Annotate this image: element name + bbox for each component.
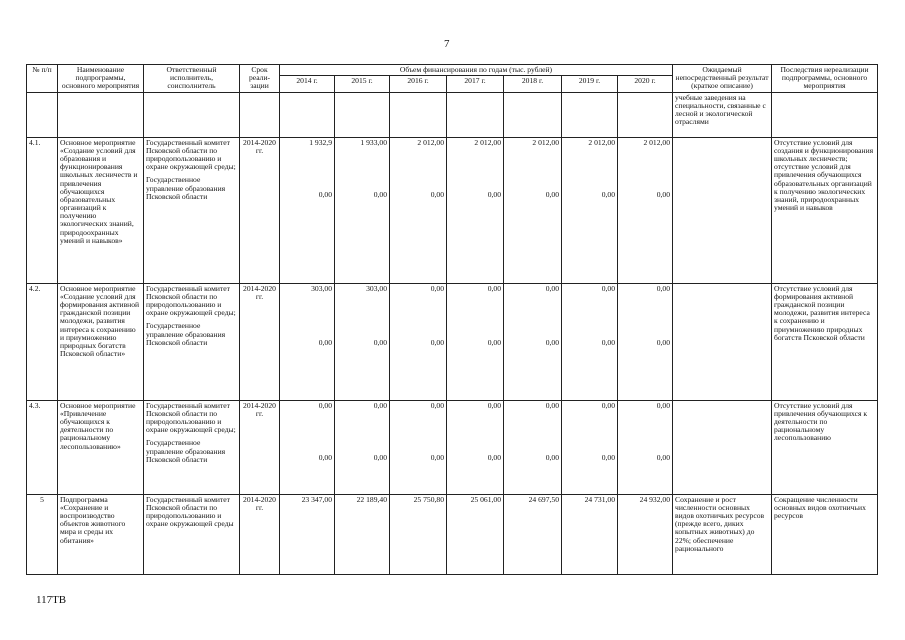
row-name: Подпрограмма «Сохранение и воспроизводство объектов животного мира и среды их обитания» [58, 494, 144, 574]
row-expected [673, 283, 772, 400]
header-consequences: Последствия нереализации подпрограммы, основного мероприятия [772, 65, 878, 93]
row-responsible [144, 283, 240, 400]
header-name: Наименование подпрограммы, основного мероприятия [58, 65, 144, 93]
row-term: 2014-2020 гг. [240, 137, 280, 283]
responsible-1: Государственный комитет Псковской области по природопользованию и охране окружающей среды; [146, 283, 236, 318]
row-expected: Сохранение и рост численности основных видов охотничьих ресурсов (прежде всего, диких копытных животных) до 22%; обеспечение рационального [673, 494, 772, 574]
value-cell: 25 061,00 [447, 494, 504, 574]
value-cell: 303,00 0,00 [335, 283, 390, 400]
value-cell: 24 697,50 [504, 494, 562, 574]
row-term: 2014-2020 гг. [240, 400, 280, 494]
funding-table [26, 64, 878, 575]
value-cell: 2 012,00 0,00 [618, 137, 673, 283]
row-num: 4.2. [27, 283, 58, 400]
value-cell: 0,00 0,00 [335, 400, 390, 494]
row-expected [673, 400, 772, 494]
header-year: 2015 г. [335, 76, 390, 92]
row-name: Основное мероприятие «Создание условий для формирования активной гражданской позиции молодежи, развития интереса к сохранению и приумножению природных богатств Псковской области» [58, 283, 144, 400]
value-cell: 303,00 0,00 [280, 283, 335, 400]
value-cell: 0,00 0,00 [447, 283, 504, 400]
header-year: 2017 г. [447, 76, 504, 92]
table-row [27, 494, 878, 574]
header-responsible: Ответственный исполнитель, соисполнитель [144, 65, 240, 93]
value-cell: 0,00 0,00 [504, 283, 562, 400]
value-cell: 2 012,00 0,00 [562, 137, 618, 283]
value-cell: 0,00 0,00 [562, 400, 618, 494]
value-cell: 24 731,00 [562, 494, 618, 574]
row-term: 2014-2020 гг. [240, 494, 280, 574]
row-consequences: Отсутствие условий для формирования активной гражданской позиции молодежи, развития интереса к сохранению и приумножению природных богатств Псковской области [772, 283, 878, 400]
value-cell: 1 933,00 0,00 [335, 137, 390, 283]
header-year: 2019 г. [562, 76, 618, 92]
row-name: Основное мероприятие «Создание условий для образования и функционирования школьных лесничеств и привлечения обучающихся образовательных организаций к получению экологических знаний, природоохранных умений и навыков» [58, 137, 144, 283]
value-cell: 0,00 0,00 [504, 400, 562, 494]
header-row [27, 65, 878, 76]
value-cell: 22 189,40 [335, 494, 390, 574]
value-cell: 25 750,80 [390, 494, 447, 574]
header-funding: Объем финансирования по годам (тыс. рублей) [280, 65, 673, 76]
header-year: 2018 г. [504, 76, 562, 92]
row-num: 4.3. [27, 400, 58, 494]
value-cell: 24 932,00 [618, 494, 673, 574]
value-cell: 1 932,9 0,00 [280, 137, 335, 283]
value-cell: 0,00 0,00 [390, 283, 447, 400]
table-row [27, 137, 878, 283]
continuation-row [27, 92, 878, 137]
row-consequences: Отсутствие условий для привлечения обучающихся к деятельности по рациональному лесопользованию [772, 400, 878, 494]
row-responsible [144, 137, 240, 283]
row-responsible [144, 400, 240, 494]
row-num: 4.1. [27, 137, 58, 283]
responsible-1: Государственный комитет Псковской области по природопользованию и охране окружающей среды; [146, 400, 236, 435]
row-term: 2014-2020 гг. [240, 283, 280, 400]
row-name: Основное мероприятие «Привлечение обучающихся к деятельности по рациональному лесопользованию» [58, 400, 144, 494]
responsible-2: Государственное управление образования Псковской области [146, 321, 226, 347]
value-cell: 0,00 0,00 [447, 400, 504, 494]
table-row [27, 283, 878, 400]
header-num: № п/п [27, 65, 58, 93]
header-expected: Ожидаемый непосредственный результат (краткое описание) [673, 65, 772, 93]
value-cell: 2 012,00 0,00 [504, 137, 562, 283]
value-cell: 0,00 0,00 [390, 400, 447, 494]
table-row [27, 400, 878, 494]
value-cell: 0,00 0,00 [618, 400, 673, 494]
header-year: 2020 г. [618, 76, 673, 92]
value-cell: 0,00 0,00 [562, 283, 618, 400]
continuation-expected: учебные заведения на специальности, связанные с лесной и экологической отраслями [673, 92, 772, 137]
value-cell: 0,00 0,00 [618, 283, 673, 400]
value-cell: 23 347,00 [280, 494, 335, 574]
header-year: 2014 г. [280, 76, 335, 92]
responsible-1: Государственный комитет Псковской области по природопользованию и охране окружающей среды [146, 494, 234, 529]
row-num: 5 [27, 494, 58, 574]
responsible-1: Государственный комитет Псковской области по природопользованию и охране окружающей среды; [146, 137, 236, 172]
value-cell: 0,00 0,00 [280, 400, 335, 494]
value-cell: 2 012,00 0,00 [390, 137, 447, 283]
responsible-2: Государственное управление образования Псковской области [146, 175, 226, 201]
row-responsible [144, 494, 240, 574]
responsible-2: Государственное управление образования Псковской области [146, 438, 226, 464]
footer-code: 117TB [36, 594, 67, 606]
page-number: 7 [444, 38, 450, 50]
header-year: 2016 г. [390, 76, 447, 92]
value-cell: 2 012,00 0,00 [447, 137, 504, 283]
header-term: Срок реали-зации [240, 65, 280, 93]
row-expected [673, 137, 772, 283]
row-consequences: Отсутствие условий для создания и функционирования школьных лесничеств; отсутствие условий для привлечения обучающихся образовательных организаций к получению экологических знаний, природоохранных умений и навыков [772, 137, 878, 283]
row-consequences: Сокращение численности основных видов охотничьих ресурсов [772, 494, 878, 574]
